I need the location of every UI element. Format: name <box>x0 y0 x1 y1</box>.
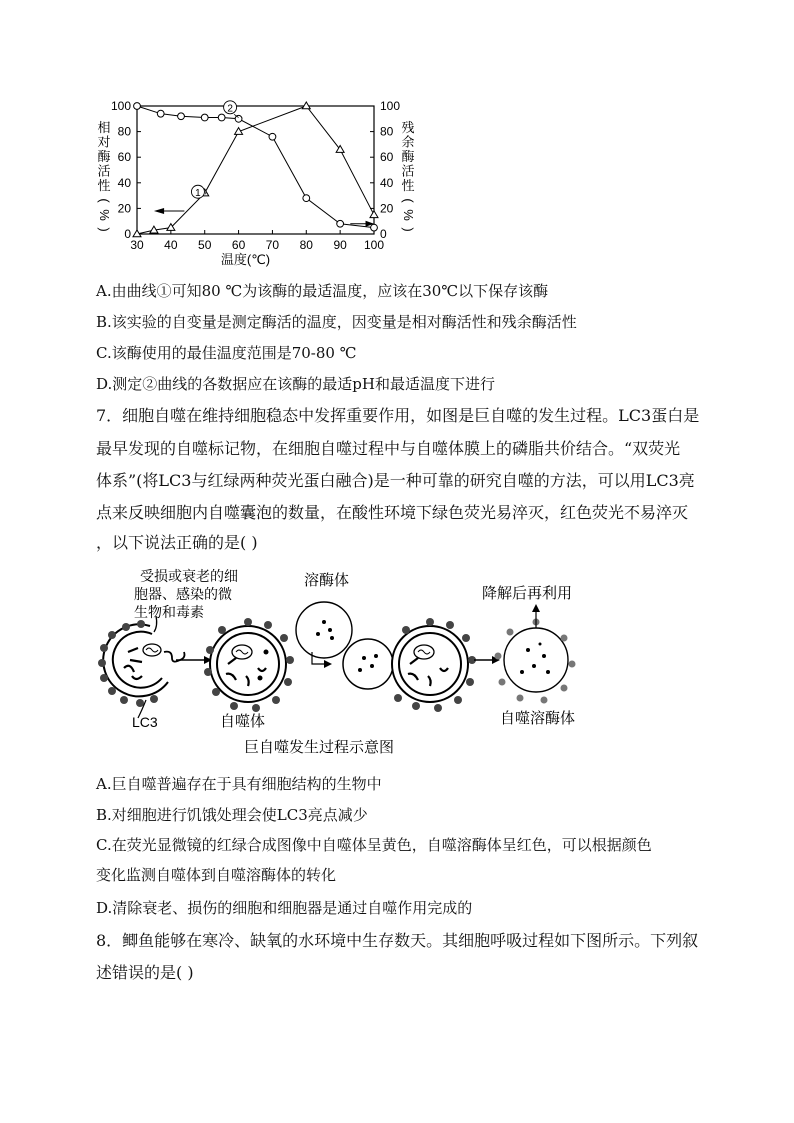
label-damaged-2: 胞器、感染的微 <box>134 586 232 602</box>
q8-stem-line-1: 8．鲫鱼能够在寒冷、缺氧的水环境中生存数天。其细胞呼吸过程如下图所示。下列叙 <box>96 931 699 950</box>
y-tick-label-right: 40 <box>380 175 394 190</box>
label-damaged-1: 受损或衰老的细 <box>140 568 238 584</box>
data-point-circle <box>269 133 276 140</box>
enzyme-activity-chart <box>92 96 416 268</box>
q6-option-d: D.测定②曲线的各数据应在该酶的最适pH和最适温度下进行 <box>96 375 495 393</box>
q7-option-c-2: 变化监测自噬体到自噬溶酶体的转化 <box>96 866 337 884</box>
q6-option-b: B.该实验的自变量是测定酶活的温度，因变量是相对酶活性和残余酶活性 <box>96 313 577 331</box>
data-point-circle <box>201 114 208 121</box>
annotation-label-1: 1 <box>195 187 201 199</box>
x-tick-label: 50 <box>198 238 212 252</box>
label-autophagosome: 自噬体 <box>220 713 266 730</box>
y-tick-label-left: 100 <box>110 99 131 113</box>
q7-stem-line-2: 最早发现的自噬标记物，在细胞自噬过程中与自噬体膜上的磷脂共价结合。“双荧光 <box>96 439 681 458</box>
series-line-2 <box>137 106 374 228</box>
y-axis-label-left: % <box>97 209 112 221</box>
autolysosome <box>504 628 568 692</box>
x-tick-label: 90 <box>333 238 347 252</box>
y-tick-label-left: 40 <box>117 175 131 190</box>
y-tick-label-left: 80 <box>117 124 131 139</box>
series-line-1 <box>137 106 374 234</box>
y-tick-label-right: 60 <box>380 150 394 165</box>
data-point-circle <box>371 224 378 231</box>
y-axis-label-right: 性 <box>401 178 415 193</box>
label-autolysosome: 自噬溶酶体 <box>500 710 576 727</box>
y-axis-label-right: 酶 <box>401 149 415 164</box>
x-tick-label: 30 <box>130 238 144 252</box>
x-tick-label: 100 <box>363 238 385 252</box>
q7-stem-line-4: 点来反映细胞内自噬囊泡的数量，在酸性环境下绿色荧光易淬灭，红色荧光不易淬灭 <box>96 503 689 522</box>
y-axis-label-left: ) <box>97 227 112 232</box>
y-axis-label-right: 活 <box>401 163 415 179</box>
data-point-triangle <box>370 211 378 218</box>
y-axis-label-left: 活 <box>97 163 111 179</box>
data-point-circle <box>134 103 141 110</box>
y-axis-label-left: 相 <box>97 120 111 135</box>
label-lysosome: 溶酶体 <box>304 572 350 589</box>
y-axis-label-left: ( <box>97 198 112 203</box>
data-point-circle <box>337 220 344 227</box>
q7-option-b: B.对细胞进行饥饿处理会使LC3亮点减少 <box>96 806 368 824</box>
q7-stem-line-1: 7．细胞自噬在维持细胞稳态中发挥重要作用，如图是巨自噬的发生过程。LC3蛋白是 <box>96 406 700 425</box>
q7-option-d: D.清除衰老、损伤的细胞和细胞器是通过自噬作用完成的 <box>96 899 473 917</box>
y-axis-label-right: 余 <box>401 134 415 150</box>
figure-caption: 巨自噬发生过程示意图 <box>244 739 395 756</box>
y-tick-label-left: 20 <box>117 201 131 216</box>
data-point-circle <box>303 195 310 202</box>
q7-option-c-1: C.在荧光显微镜的红绿合成图像中自噬体呈黄色，自噬溶酶体呈红色，可以根据颜色 <box>96 836 652 854</box>
x-axis-label: 温度(℃) <box>220 252 271 267</box>
x-tick-label: 70 <box>265 238 280 252</box>
autophagosome <box>210 626 286 702</box>
y-tick-label-left: 0 <box>124 227 131 241</box>
autophagy-diagram <box>96 560 696 760</box>
fusion-stage <box>343 626 468 702</box>
y-tick-label-right: 0 <box>380 227 387 241</box>
q7-stem-line-5: ，以下说法正确的是( ) <box>96 533 258 552</box>
y-axis-label-left: 酶 <box>97 149 111 164</box>
x-tick-label: 60 <box>231 238 246 252</box>
q6-option-c: C.该酶使用的最佳温度范围是70-80 ℃ <box>96 344 357 362</box>
label-lc3: LC3 <box>132 714 158 730</box>
data-point-circle <box>178 113 185 120</box>
x-tick-label: 80 <box>299 238 313 252</box>
q6-option-a: A.由曲线①可知80 ℃为该酶的最适温度，应该在30℃以下保存该酶 <box>96 282 549 300</box>
q8-stem-line-2: 述错误的是( ) <box>96 963 194 982</box>
label-damaged-3: 生物和毒素 <box>134 604 204 620</box>
y-axis-label-left: 性 <box>97 178 111 193</box>
y-tick-label-left: 60 <box>117 150 131 165</box>
x-tick-label: 40 <box>164 238 178 252</box>
annotation-label-2: 2 <box>227 103 233 115</box>
y-axis-label-right: ( <box>401 198 416 203</box>
y-axis-label-left: 对 <box>97 134 111 150</box>
y-axis-label-right: 残 <box>401 120 415 135</box>
lysosome <box>296 602 352 658</box>
data-point-circle <box>235 115 242 122</box>
y-tick-label-right: 80 <box>380 124 394 139</box>
y-axis-label-right: ) <box>401 227 416 232</box>
data-point-circle <box>218 114 225 121</box>
left-axis-arrowhead <box>154 208 164 214</box>
y-tick-label-right: 100 <box>380 99 401 113</box>
label-recycle: 降解后再利用 <box>482 585 573 602</box>
y-tick-label-right: 20 <box>380 201 394 216</box>
q7-option-a: A.巨自噬普遍存在于具有细胞结构的生物中 <box>96 775 382 793</box>
q7-stem-line-3: 体系”(将LC3与红绿两种荧光蛋白融合)是一种可靠的研究自噬的方法，可以用LC3亮 <box>96 471 695 490</box>
data-point-circle <box>157 110 164 117</box>
y-axis-label-right: % <box>401 209 416 221</box>
